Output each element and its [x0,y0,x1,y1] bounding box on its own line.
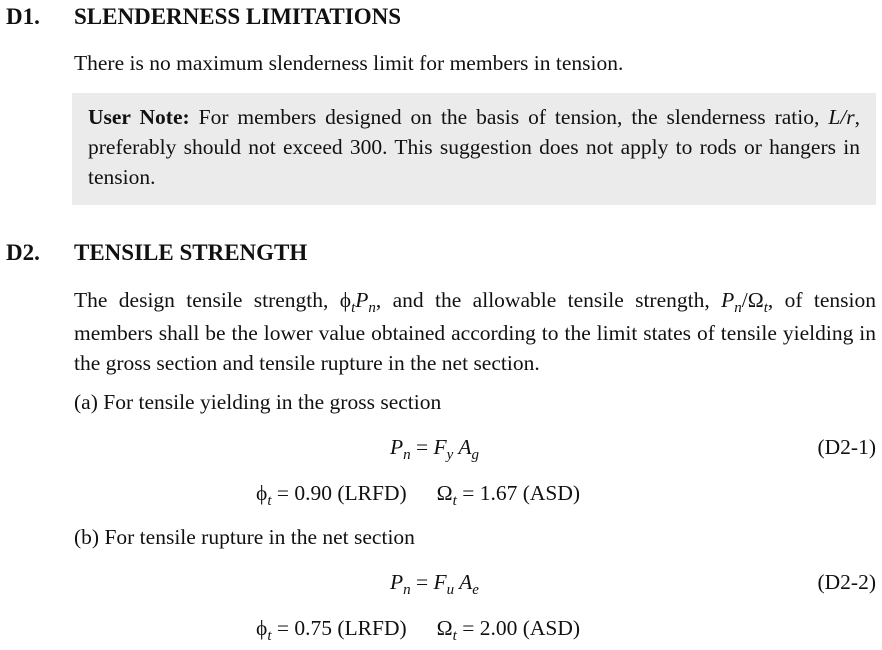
section-number-d1: D1. [6,4,40,29]
phi-a-value: = 0.90 (LRFD) [271,481,407,505]
phi-b-symbol: ϕ [256,616,268,640]
resistance-factors-a [256,481,581,509]
user-note-text [88,102,860,192]
phi-a-symbol: ϕ [256,481,268,505]
d2-intro-paragraph [74,285,876,378]
case-b-label: (b) For tensile rupture in the net section [74,525,415,549]
intro-text-1: The design tensile strength, [74,288,340,312]
p-symbol: P [355,288,369,312]
user-note-text-part-1: For members designed on the basis of tension, the slenderness ratio, [189,105,829,129]
user-note-text-part-2: , preferably should not exceed 300. This suggestion does not apply to rods or hangers in tension. [88,105,860,189]
phi-b-sub: t [267,628,272,644]
eq-b-f: F [433,570,447,594]
case-a-label: (a) For tensile yielding in the gross section [74,390,442,414]
equation-d2-1 [390,435,479,463]
omega-a-value: = 1.67 (ASD) [456,481,581,505]
section-title-d2: TENSILE STRENGTH [74,240,308,265]
equation-number-d2-1: (D2-1) [817,435,876,459]
user-note-box [72,93,876,205]
section-number-d2: D2. [6,240,40,265]
eq-a-f-sub: y [446,447,454,463]
eq-a-a-sub: g [471,447,479,463]
p-subscript: n [368,300,376,316]
intro-text-2: , and the allowable tensile strength, [375,288,722,312]
omega-subscript: t [763,300,768,316]
omega-b-value: = 2.00 (ASD) [456,616,581,640]
section-title-d1: SLENDERNESS LIMITATIONS [74,4,401,29]
p-symbol-2: P [721,288,735,312]
eq-b-p-sub: n [403,582,411,598]
eq-a-f: F [433,435,447,459]
p-subscript-2: n [734,300,742,316]
eq-a-p-sub: n [403,447,411,463]
phi-b-value: = 0.75 (LRFD) [271,616,407,640]
omega-a-symbol: Ω [436,481,453,505]
omega-a-sub: t [452,493,457,509]
eq-b-p: P [390,570,404,594]
eq-b-f-sub: u [446,582,455,598]
eq-b-a: A [454,570,473,594]
phi-subscript: t [351,300,356,316]
omega-b-symbol: Ω [436,616,453,640]
eq-b-a-sub: e [472,582,479,598]
eq-a-a: A [453,435,472,459]
d1-body-text: There is no maximum slenderness limit for members in tension. [74,51,624,75]
intro-text-3: , of tension members shall be the lower value obtained according to the limit states of tensile yielding in the gross section and tensile rupture in the net section. [74,288,876,375]
equation-number-d2-2: (D2-2) [817,570,876,594]
eq-a-equals: = [410,435,434,459]
user-note-label: User Note: [88,105,190,129]
eq-b-equals: = [410,570,434,594]
phi-symbol: ϕ [339,288,352,312]
slenderness-ratio-symbol: L/r [828,105,855,129]
omega-b-sub: t [452,628,457,644]
resistance-factors-b [256,616,581,644]
eq-a-p: P [390,435,404,459]
phi-a-sub: t [267,493,272,509]
omega-symbol: /Ω [741,288,764,312]
equation-d2-2 [390,570,479,598]
